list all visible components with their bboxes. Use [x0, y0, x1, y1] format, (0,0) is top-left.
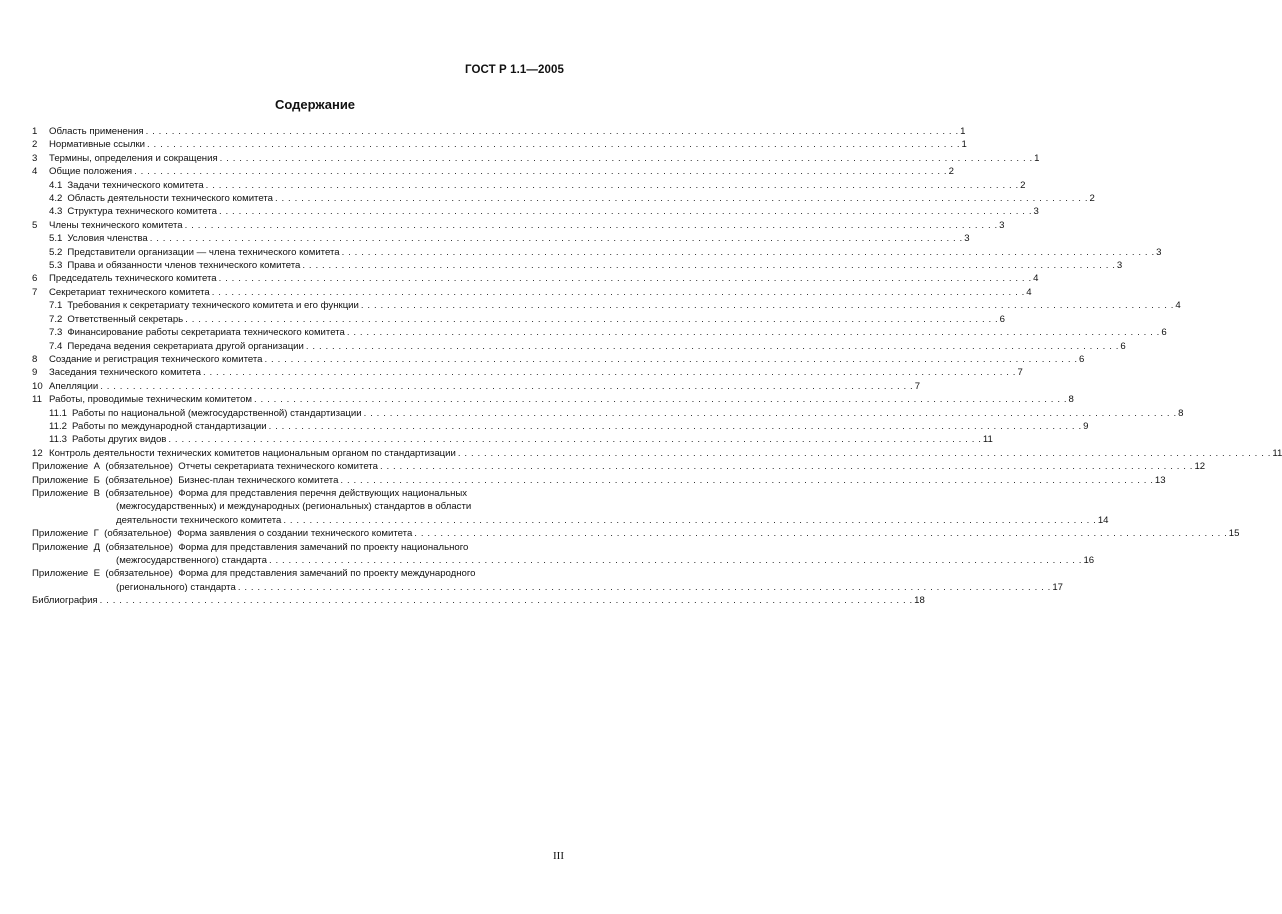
- toc-appendix-title: (регионального) стандарта: [116, 581, 236, 593]
- toc-appendix-entry[interactable]: [32, 541, 1095, 568]
- toc-entry-number: 10: [32, 380, 43, 392]
- toc-entry-line: [49, 353, 1085, 366]
- leader-dots: [306, 340, 1119, 353]
- toc-entry[interactable]: [32, 286, 1032, 299]
- leader-dots: [220, 152, 1033, 165]
- toc-appendix-title: (межгосударственного) стандарта: [116, 555, 267, 566]
- toc-entry-page: 1: [1034, 152, 1040, 164]
- toc-appendix-line: [32, 567, 568, 580]
- toc-entry[interactable]: [32, 353, 1085, 366]
- leader-dots: [254, 393, 1067, 406]
- toc-entry-number: 7: [32, 286, 38, 298]
- toc-appendix-page: 12: [1194, 461, 1206, 473]
- toc-entry[interactable]: [32, 313, 1006, 326]
- toc-entry-number: 11.1: [49, 407, 67, 419]
- toc-entry-page: 3: [1116, 260, 1123, 272]
- leader-dots: [206, 179, 1019, 192]
- toc-entry[interactable]: [32, 138, 967, 151]
- leader-dots: [212, 286, 1025, 299]
- toc-entry-title: Контроль деятельности технических комитетов национальным органом по стандартизации: [49, 447, 456, 459]
- toc-entry-page: 3: [1033, 206, 1039, 218]
- toc-entry-page: 4: [1175, 300, 1181, 312]
- appendix-label: Приложение А: [32, 461, 100, 473]
- toc-entry-page: 18: [914, 595, 925, 607]
- leader-dots: [283, 514, 1096, 527]
- appendix-label: Приложение Е: [32, 568, 100, 580]
- toc-entry-title: 5.1 Условия членства: [49, 233, 148, 245]
- toc-entry-number: 5.2: [49, 246, 63, 258]
- leader-dots: [380, 460, 1193, 473]
- leader-dots: [269, 420, 1082, 433]
- toc-entry[interactable]: [32, 259, 1123, 272]
- leader-dots: [185, 219, 998, 232]
- toc-entry-number: 8: [32, 353, 38, 365]
- toc-entry-line: [49, 138, 967, 151]
- toc-entry-line: [49, 179, 1026, 192]
- page-title: Содержание: [274, 97, 356, 112]
- toc-entry[interactable]: [32, 340, 1126, 353]
- toc-entry-title: 7.1 Требования к секретариату технического комитета и его функции: [49, 300, 359, 312]
- toc-entry-title: Область применения: [49, 126, 144, 137]
- toc-entry-number: 5.1: [49, 233, 63, 245]
- toc-appendix-title: Приложение Е (обязательное) Форма для представления замечаний по проекту международного: [32, 568, 476, 580]
- toc-entry-number: 11.2: [49, 420, 67, 432]
- toc-entry-page: 6: [1079, 353, 1085, 365]
- leader-dots: [275, 192, 1088, 205]
- appendix-kind: (обязательное): [105, 487, 173, 499]
- toc-entry-line: [32, 594, 925, 607]
- toc-entry[interactable]: [32, 205, 1039, 218]
- toc-entry-line: [49, 205, 1039, 218]
- toc-appendix-title: деятельности технического комитета: [116, 514, 282, 526]
- toc-entry-page: 8: [1178, 407, 1184, 419]
- toc-entry-page: 6: [1161, 327, 1167, 339]
- toc-entry-line: [49, 259, 1123, 272]
- appendix-label: Приложение Г: [32, 528, 99, 540]
- toc-entry[interactable]: [32, 447, 1282, 460]
- appendix-kind: (обязательное): [105, 541, 174, 553]
- leader-dots: [100, 594, 913, 607]
- toc-entry-title: 4.2 Область деятельности технического комитета: [49, 193, 273, 205]
- toc-entry-title: 11.2 Работы по международной стандартизации: [49, 420, 267, 432]
- toc-entry-line: [49, 340, 1126, 353]
- toc-entry-number: 11.3: [49, 434, 67, 446]
- toc-entry-number: 3: [32, 152, 38, 164]
- toc-entry-title: Общие положения: [49, 166, 133, 178]
- toc-appendix-page: 17: [1052, 581, 1063, 593]
- toc-appendix-line: [32, 460, 1206, 473]
- toc-entry-page: 4: [1026, 286, 1032, 298]
- toc-entry-number: 5.3: [49, 260, 63, 272]
- toc-entry-line: [49, 165, 954, 178]
- toc-entry-page: 6: [999, 313, 1006, 325]
- toc-appendix-line: [32, 487, 568, 500]
- toc-entry-number: 4.3: [49, 206, 63, 218]
- toc-entry-line: [49, 286, 1032, 299]
- toc-entry-line: [49, 299, 1181, 312]
- toc-entry-title: 7.4 Передача ведения секретариата другой организации: [49, 340, 304, 352]
- toc-entry-title: 7.3 Финансирование работы секретариата технического комитета: [49, 327, 345, 339]
- toc-entry-page: 11: [982, 434, 993, 446]
- toc-entry[interactable]: [32, 232, 970, 245]
- toc-entry-page: 7: [1017, 367, 1023, 379]
- toc-entry[interactable]: [32, 433, 993, 446]
- toc-appendix-entry[interactable]: [32, 527, 1240, 540]
- toc-entry-page: 11: [1272, 447, 1282, 459]
- toc-bibliography-entry[interactable]: [32, 594, 925, 607]
- leader-dots: [302, 259, 1115, 272]
- toc-entry-number: 5: [32, 219, 38, 231]
- toc-entry[interactable]: [32, 179, 1026, 192]
- toc-appendix-title: Приложение Д (обязательное) Форма для представления замечаний по проекту национального: [32, 541, 469, 553]
- toc-appendix-title: Приложение Б (обязательное) Бизнес-план технического комитета: [32, 474, 339, 486]
- leader-dots: [134, 165, 947, 178]
- toc-entry-line: [49, 393, 1074, 406]
- table-of-contents: [32, 125, 1282, 608]
- toc-entry[interactable]: [32, 219, 1005, 232]
- toc-entry-title: Нормативные ссылки: [49, 139, 146, 151]
- leader-dots: [185, 313, 998, 326]
- toc-entry-number: 4: [32, 166, 38, 178]
- toc-appendix-entry[interactable]: [32, 474, 1166, 487]
- toc-appendix-entry[interactable]: [32, 460, 1206, 473]
- toc-appendix-page: 14: [1097, 514, 1109, 526]
- toc-entry-title: Работы, проводимые техническим комитетом: [49, 394, 253, 406]
- toc-entry[interactable]: [32, 165, 954, 178]
- toc-entry-number: 7.2: [49, 313, 63, 325]
- toc-entry-line: [49, 246, 1162, 259]
- appendix-label: Приложение В: [32, 487, 100, 499]
- toc-entry-number: 4.2: [49, 193, 63, 205]
- toc-entry-title: 4.1 Задачи технического комитета: [49, 179, 204, 191]
- toc-entry-number: 9: [32, 367, 38, 379]
- toc-entry-page: 3: [964, 233, 970, 245]
- appendix-kind: (обязательное): [105, 474, 173, 486]
- appendix-kind: (обязательное): [105, 461, 173, 473]
- toc-entry-number: 2: [32, 139, 38, 151]
- toc-entry-line: [49, 192, 1095, 205]
- toc-entry[interactable]: [32, 380, 921, 393]
- toc-entry[interactable]: [32, 366, 1023, 379]
- toc-entry[interactable]: [32, 246, 1162, 259]
- toc-entry[interactable]: [32, 393, 1074, 406]
- toc-entry-title: 11.1 Работы по национальной (межгосударственной) стандартизации: [49, 407, 362, 419]
- toc-entry-page: 2: [1020, 179, 1026, 191]
- leader-dots: [364, 407, 1177, 420]
- toc-entry-number: 7.1: [49, 300, 63, 312]
- toc-entry[interactable]: [32, 272, 1039, 285]
- toc-entry[interactable]: [32, 420, 1089, 433]
- appendix-kind: (обязательное): [104, 528, 172, 540]
- toc-entry[interactable]: [32, 407, 1184, 420]
- toc-entry-title: 5.2 Представители организации — члена технического комитета: [49, 246, 340, 258]
- toc-appendix-page: 16: [1083, 555, 1095, 566]
- toc-entry-number: 12: [32, 447, 43, 459]
- leader-dots: [150, 232, 963, 245]
- page-number: III: [553, 850, 564, 862]
- toc-appendix-line: [32, 541, 568, 554]
- toc-entry-title: Председатель технического комитета: [49, 273, 217, 285]
- toc-entry-page: 3: [999, 219, 1005, 231]
- toc-entry[interactable]: [32, 326, 1167, 339]
- leader-dots: [347, 326, 1160, 339]
- toc-entry-page: 1: [961, 139, 967, 151]
- toc-entry-title: Члены технического комитета: [49, 219, 183, 231]
- toc-entry-page: 2: [1089, 193, 1095, 205]
- toc-entry-page: 9: [1083, 420, 1089, 432]
- toc-entry-line: [49, 313, 1006, 326]
- document-id: ГОСТ Р 1.1—2005: [465, 64, 564, 76]
- toc-entry-line: [49, 420, 1089, 433]
- toc-appendix-title: Приложение А (обязательное) Отчеты секретариата технического комитета: [32, 461, 378, 473]
- toc-appendix-line: [32, 474, 1166, 487]
- leader-dots: [265, 353, 1078, 366]
- toc-entry-title: Апелляции: [49, 380, 99, 392]
- toc-entry-number: 4.1: [49, 179, 63, 191]
- toc-entry-line: [49, 380, 921, 393]
- toc-entry-line: [49, 232, 970, 245]
- toc-appendix-title: Приложение В (обязательное) Форма для представления перечня действующих национальных: [32, 487, 468, 499]
- toc-entry-page: 8: [1068, 394, 1074, 406]
- leader-dots: [340, 474, 1153, 487]
- toc-entry[interactable]: [32, 192, 1095, 205]
- toc-entry-page: 2: [948, 166, 954, 178]
- toc-appendix-line: [116, 514, 1109, 527]
- toc-entry-line: [49, 272, 1039, 285]
- toc-entry-number: 1: [32, 126, 38, 137]
- leader-dots: [219, 205, 1032, 218]
- toc-appendix-title: (межгосударственных) и международных (региональных) стандартов в области: [116, 501, 472, 513]
- toc-entry-line: [49, 407, 1184, 420]
- appendix-kind: (обязательное): [105, 568, 173, 580]
- toc-appendix-entry[interactable]: [32, 567, 1063, 594]
- toc-entry-page: 1: [960, 126, 966, 137]
- toc-entry[interactable]: [32, 125, 966, 138]
- toc-entry-number: 11: [32, 394, 42, 406]
- leader-dots: [342, 246, 1155, 259]
- toc-entry[interactable]: [32, 299, 1181, 312]
- toc-entry-title: 5.3 Права и обязанности членов технического комитета: [49, 260, 301, 272]
- toc-entry-title: Заседания технического комитета: [49, 367, 201, 379]
- toc-entry-title: 7.2 Ответственный секретарь: [49, 313, 184, 325]
- appendix-label: Приложение Б: [32, 474, 100, 486]
- toc-appendix-line: [116, 554, 1095, 567]
- toc-entry-title: 11.3 Работы других видов: [49, 434, 167, 446]
- toc-appendix-line: [32, 527, 1240, 540]
- toc-entry-line: [49, 125, 966, 138]
- toc-entry-page: 7: [914, 380, 921, 392]
- toc-entry-page: 6: [1120, 340, 1126, 352]
- toc-entry-page: 4: [1033, 273, 1039, 285]
- leader-dots: [146, 125, 959, 138]
- leader-dots: [168, 433, 981, 446]
- toc-entry-line: [49, 219, 1005, 232]
- toc-appendix-page: 15: [1228, 528, 1240, 540]
- toc-entry-title: Создание и регистрация технического комитета: [49, 353, 263, 365]
- leader-dots: [269, 554, 1082, 567]
- toc-entry-line: [49, 433, 993, 446]
- toc-appendix-line: [116, 581, 1063, 594]
- toc-entry-page: 3: [1156, 246, 1162, 258]
- leader-dots: [414, 527, 1227, 540]
- leader-dots: [238, 581, 1051, 594]
- leader-dots: [100, 380, 913, 393]
- leader-dots: [361, 299, 1174, 312]
- toc-appendix-title: Приложение Г (обязательное) Форма заявления о создании технического комитета: [32, 528, 413, 540]
- toc-entry-title: 4.3 Структура технического комитета: [49, 206, 217, 218]
- toc-entry-line: [49, 152, 1040, 165]
- toc-entry-number: 7.3: [49, 327, 63, 339]
- toc-entry-line: [49, 366, 1023, 379]
- toc-appendix-entry[interactable]: [32, 487, 1109, 527]
- leader-dots: [147, 138, 960, 151]
- toc-entry-line: [49, 326, 1167, 339]
- toc-entry[interactable]: [32, 152, 1040, 165]
- toc-entry-title: Библиография: [32, 595, 98, 607]
- toc-entry-number: 7.4: [49, 340, 63, 352]
- appendix-label: Приложение Д: [32, 541, 101, 553]
- toc-entry-title: Термины, определения и сокращения: [49, 152, 218, 164]
- toc-appendix-line: [116, 500, 568, 513]
- leader-dots: [458, 447, 1271, 460]
- leader-dots: [219, 272, 1032, 285]
- leader-dots: [203, 366, 1016, 379]
- toc-entry-number: 6: [32, 273, 38, 285]
- toc-entry-title: Секретариат технического комитета: [49, 286, 210, 298]
- toc-entry-line: [49, 447, 1282, 460]
- toc-appendix-page: 13: [1154, 474, 1166, 486]
